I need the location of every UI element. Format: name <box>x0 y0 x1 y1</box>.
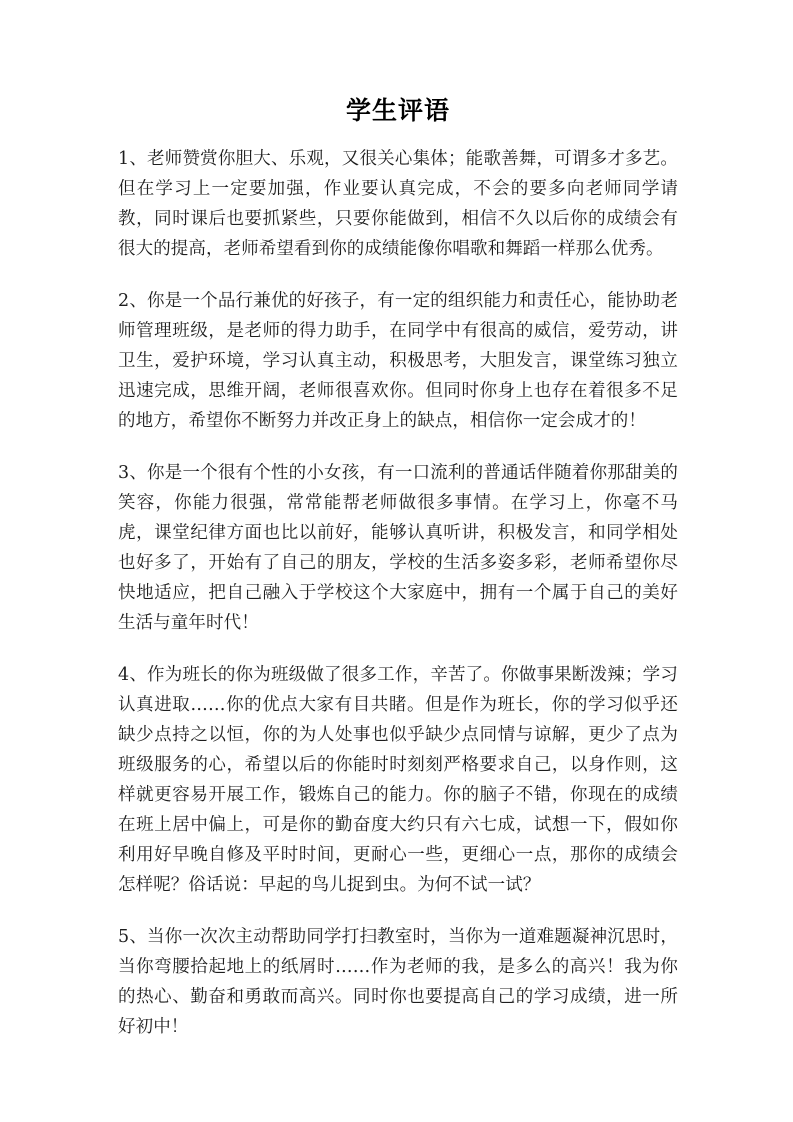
paragraph-2: 2、你是一个品行兼优的好孩子，有一定的组织能力和责任心，能协助老师管理班级，是老师的得力助手，在同学中有很高的威信，爱劳动，讲卫生，爱护环境，学习认真主动，积极思考，大胆发言，课堂练习独立迅速完成，思维开阔，老师很喜欢你。但同时你身上也存在着很多不足的地方，希望你不断努力并改正身上的缺点，相信你一定会成才的！ <box>118 291 678 431</box>
document-body <box>118 144 678 1042</box>
page-title: 学生评语 <box>345 96 450 125</box>
paragraph-3: 3、你是一个很有个性的小女孩，有一口流利的普通话伴随着你那甜美的笑容，你能力很强，常常能帮老师做很多事情。在学习上，你毫不马虎，课堂纪律方面也比以前好，能够认真听讲，积极发言，和同学相处也好多了，开始有了自己的朋友，学校的生活多姿多彩，老师希望你尽快地适应，把自己融入于学校这个大家庭中，拥有一个属于自己的美好生活与童年时代！ <box>118 463 678 633</box>
paragraph-4: 4、作为班长的你为班级做了很多工作，辛苦了。你做事果断泼辣；学习认真进取……你的优点大家有目共睹。但是作为班长，你的学习似乎还缺少点持之以恒，你的为人处事也似乎缺少点同情与谅解，更少了点为班级服务的心，希望以后的你能时时刻刻严格要求自己，以身作则，这样就更容易开展工作，锻炼自己的能力。你的脑子不错，你现在的成绩在班上居中偏上，可是你的勤奋度大约只有六七成，试想一下，假如你利用好早晚自修及平时时间，更耐心一些，更细心一点，那你的成绩会怎样呢？俗话说：早起的鸟儿捉到虫。为何不试一试？ <box>118 665 678 895</box>
paragraph-1: 1、老师赞赏你胆大、乐观，又很关心集体；能歌善舞，可谓多才多艺。但在学习上一定要加强，作业要认真完成，不会的要多向老师同学请教，同时课后也要抓紧些，只要你能做到，相信不久以后你的成绩会有很大的提高，老师希望看到你的成绩能像你唱歌和舞蹈一样那么优秀。 <box>118 149 678 259</box>
paragraph-5: 5、当你一次次主动帮助同学打扫教室时，当你为一道难题凝神沉思时，当你弯腰拾起地上的纸屑时……作为老师的我，是多么的高兴！我为你的热心、勤奋和勇敢而高兴。同时你也要提高自己的学习成绩，进一所好初中！ <box>118 927 678 1037</box>
